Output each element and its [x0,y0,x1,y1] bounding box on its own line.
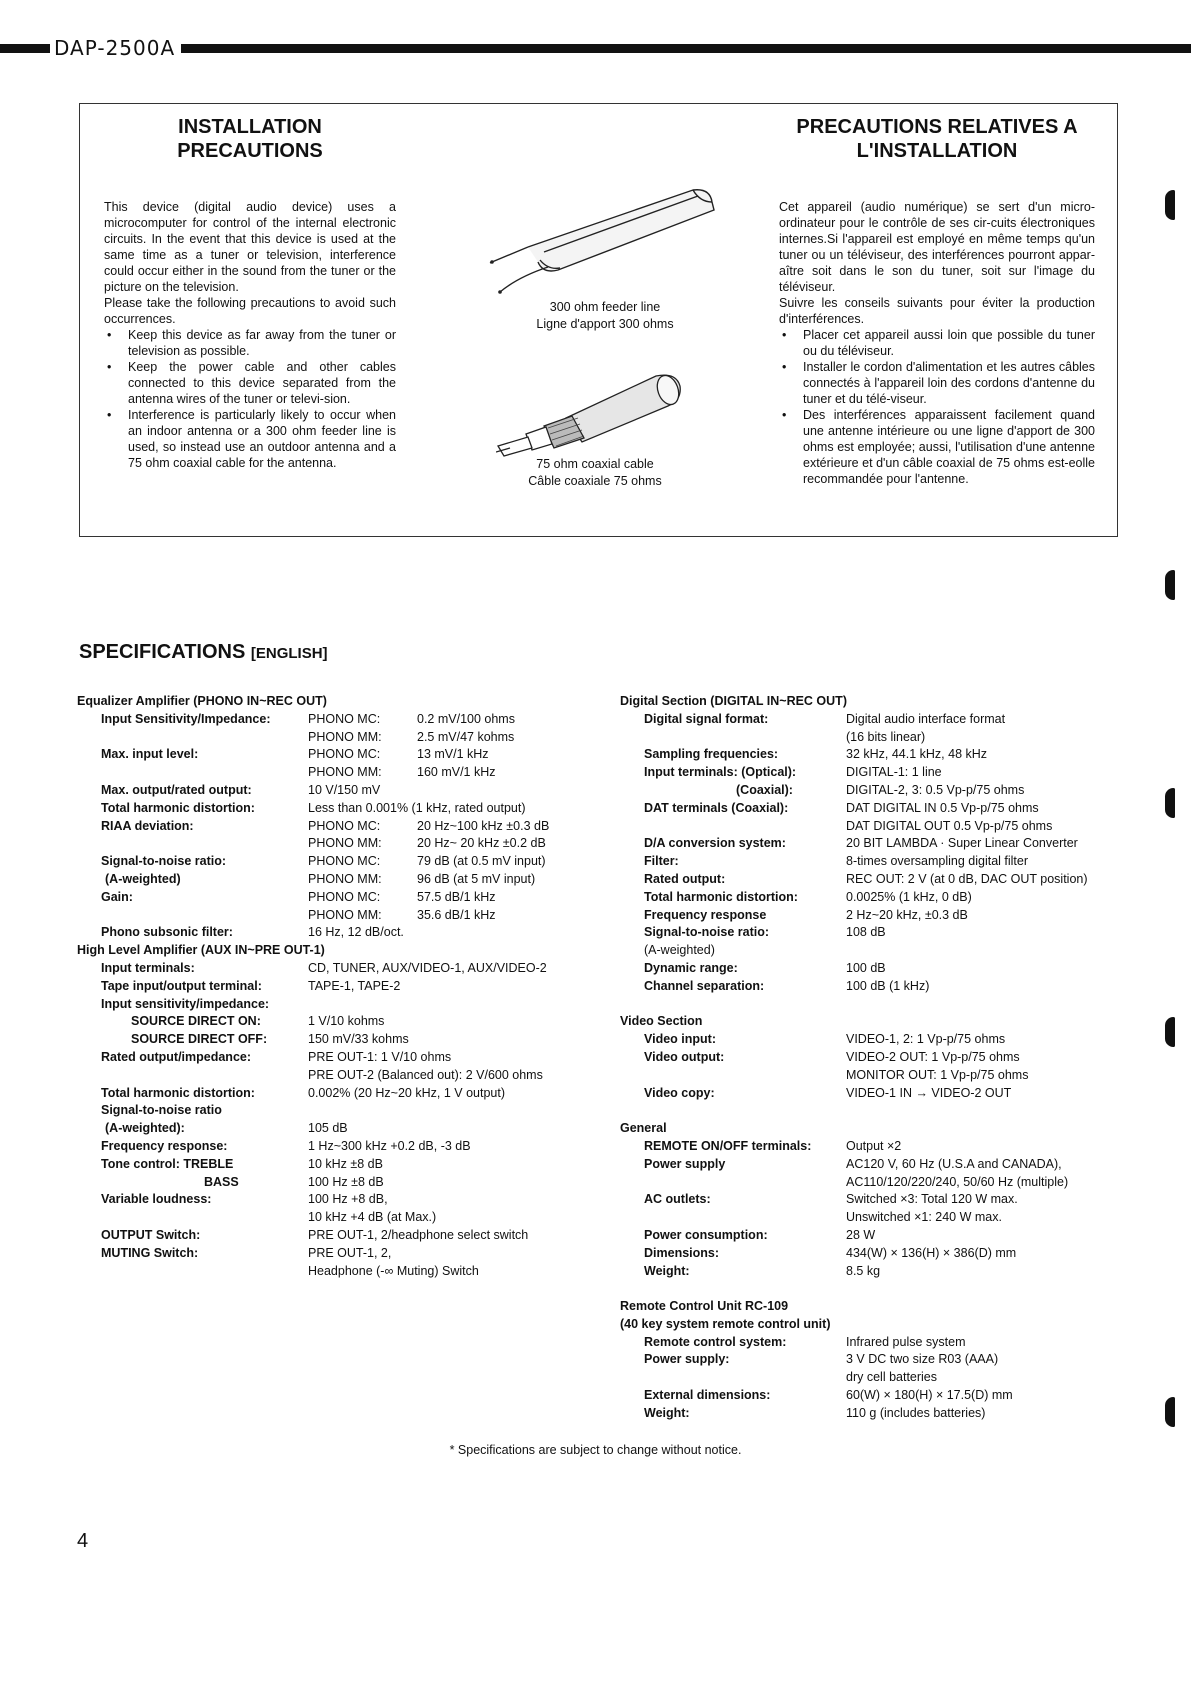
specifications-language: [ENGLISH] [250,645,328,662]
spec-label: Video input: [644,1032,716,1047]
spec-label: (A-weighted) [644,943,715,958]
spec-row [77,1156,597,1174]
installation-french [779,115,1095,487]
spec-label: Tone control: TREBLE [101,1156,234,1171]
spec-label: Max. output/rated output: [101,782,252,797]
spec-value: 3 V DC two size R03 (AAA) [846,1352,999,1367]
spec-label: MUTING Switch: [101,1245,199,1260]
spec-value: 60(W) × 180(H) × 17.5(D) mm [846,1388,1013,1403]
spec-label: Phono subsonic filter: [101,925,233,940]
spec-value: 1 V/10 kohms [308,1014,385,1029]
spec-section-title: Digital Section (DIGITAL IN~REC OUT) [620,694,847,708]
spec-row [620,1102,1165,1120]
spec-row [620,1209,1165,1227]
spec-value: Digital audio interface format [846,711,1006,726]
spec-row [620,853,1165,871]
list-item: • Keep the power cable and other cables connected to this device separated from the antenna wires of the tuner or televi-sion. [128,359,396,407]
installation-title-en [104,115,396,163]
spec-row [77,1263,597,1281]
spec-sublabel: PHONO MC: [308,747,381,762]
spec-label: Dimensions: [644,1245,720,1260]
spec-value: PRE OUT-1, 2, [308,1245,392,1260]
spec-value: dry cell batteries [846,1370,938,1385]
spec-value: TAPE-1, TAPE-2 [308,978,401,993]
spec-row [620,1067,1165,1085]
spec-value: 16 Hz, 12 dB/oct. [308,925,404,940]
spec-row [620,871,1165,889]
spec-value: DIGITAL-2, 3: 0.5 Vp-p/75 ohms [846,782,1025,797]
spec-label: Remote control system: [644,1334,787,1349]
spec-section-heading [620,1120,1165,1138]
spec-value: DAT DIGITAL OUT 0.5 Vp-p/75 ohms [846,818,1053,833]
spec-value: (16 bits linear) [846,729,926,744]
spec-value: 105 dB [308,1121,348,1136]
spec-row [77,711,597,729]
spec-value: 8.5 kg [846,1263,881,1278]
spec-value: Less than 0.001% (1 kHz, rated output) [308,800,526,815]
spec-row [620,907,1165,925]
spec-value: 150 mV/33 kohms [308,1032,409,1047]
spec-row [620,800,1165,818]
spec-value: DIGITAL-1: 1 line [846,765,942,780]
spec-row [77,1085,597,1103]
spec-label: Rated output/impedance: [101,1049,252,1064]
model-title: DAP-2500A [50,36,181,60]
spec-row [77,1209,597,1227]
spec-label: Total harmonic distortion: [644,889,798,904]
spec-value: 35.6 dB/1 kHz [417,907,496,922]
spec-label: DAT terminals (Coaxial): [644,800,789,815]
spec-label: Signal-to-noise ratio: [101,854,226,869]
spec-row [620,1031,1165,1049]
precaution-lead: Please take the following precautions to avoid such occurrences. [104,296,396,326]
specs-right-column [620,693,1165,1423]
spec-label: (Coaxial): [736,782,793,797]
spec-label: BASS [204,1174,239,1189]
spec-value: 10 kHz +4 dB (at Max.) [308,1210,437,1225]
spec-row [77,924,597,942]
list-item: • Installer le cordon d'alimentation et les autres câbles connectés à l'appareil loin des cordons d'antenne du tuner et du télé-viseur. [803,359,1095,407]
spec-label: (A-weighted) [105,871,181,886]
spec-label: OUTPUT Switch: [101,1227,201,1242]
precaution-list [779,327,1095,487]
spec-row [620,924,1165,942]
spec-row [620,729,1165,747]
spec-value: 160 mV/1 kHz [417,765,496,780]
installation-english [104,115,396,471]
spec-value: 79 dB (at 0.5 mV input) [417,854,546,869]
spec-row [620,835,1165,853]
intro-paragraph: Cet appareil (audio numérique) se sert d'un micro-ordinateur pour le contrôle de ses cir-cuits électroniques internes.Si l'appareil est employé en même temps qu'un tuner ou un téléviseur, des interférences pourront appar-aître soit dans le son du tuner, soit sur l'image du téléviseur. [779,200,1095,294]
spec-section-heading [77,942,597,960]
spec-sublabel: PHONO MM: [308,871,382,886]
spec-row [77,996,597,1014]
spec-value: AC110/120/220/240, 50/60 Hz (multiple) [846,1174,1069,1189]
spec-label: Input terminals: [101,960,195,975]
header-bar [0,36,1191,60]
spec-row [620,996,1165,1014]
spec-row [77,1191,597,1209]
title-line-2: PRECAUTIONS [177,140,323,162]
spec-section-title: (40 key system remote control unit) [620,1316,831,1331]
spec-value: 100 Hz +8 dB, [308,1192,388,1207]
spec-row [77,746,597,764]
spec-label: Input terminals: (Optical): [644,765,797,780]
spec-row [620,1049,1165,1067]
spec-row [77,818,597,836]
spec-value: 110 g (includes batteries) [846,1405,986,1420]
spec-sublabel: PHONO MC: [308,889,381,904]
spec-row [620,1405,1165,1423]
spec-row [77,764,597,782]
spec-sublabel: PHONO MM: [308,907,382,922]
spec-section-heading [620,1298,1165,1316]
title-line-1: PRECAUTIONS RELATIVES A [796,116,1078,138]
precaution-lead: Suivre les conseils suivants pour éviter la production d'interférences. [779,296,1095,326]
spec-label: Input Sensitivity/Impedance: [101,711,271,726]
coaxial-cable-illustration [496,372,686,458]
spec-sublabel: PHONO MC: [308,854,381,869]
spec-section-heading [620,693,1165,711]
precaution-list [104,327,396,471]
spec-value: 0.0025% (1 kHz, 0 dB) [846,889,972,904]
list-item: • Placer cet appareil aussi loin que possible du tuner ou du téléviseur. [803,327,1095,359]
spec-label: Frequency response [644,907,767,922]
spec-row [620,1138,1165,1156]
installation-body-en [104,199,396,471]
spec-value: 10 kHz ±8 dB [308,1156,383,1171]
spec-label: AC outlets: [644,1192,711,1207]
spec-value: 20 BIT LAMBDA · Super Linear Converter [846,836,1078,851]
spec-value: Headphone (-∞ Muting) Switch [308,1263,479,1278]
coaxial-caption [500,456,690,490]
list-item: • Des interférences apparaissent facilement quand une antenne intérieure ou une ligne d'apport de 300 ohms est employée; aussi, l'utilisation d'une antenne extérieure et d'un câble coaxial de 75 ohms est-eolle recommandée pour l'antenne. [803,407,1095,487]
specs-left-column [77,693,597,1280]
spec-value: 10 V/150 mV [308,782,381,797]
spec-label: SOURCE DIRECT OFF: [131,1032,268,1047]
spec-value: 1 Hz~300 kHz +0.2 dB, -3 dB [308,1138,471,1153]
spec-row [77,1013,597,1031]
spec-label: Signal-to-noise ratio [101,1103,222,1118]
spec-row [77,1102,597,1120]
spec-row [620,1280,1165,1298]
spec-row [77,1049,597,1067]
installation-body-fr [779,199,1095,487]
spec-sublabel: PHONO MM: [308,765,382,780]
spec-row [77,1245,597,1263]
spec-row [620,1369,1165,1387]
spec-row [620,711,1165,729]
coaxial-caption-en: 75 ohm coaxial cable [536,457,654,471]
spec-label: (A-weighted): [105,1121,185,1136]
spec-value: 96 dB (at 5 mV input) [417,871,536,886]
spec-row [77,907,597,925]
spec-row [620,1191,1165,1209]
spec-section-heading [620,1316,1165,1334]
spec-row [620,1156,1165,1174]
spec-label: Rated output: [644,871,726,886]
spec-value: 13 mV/1 kHz [417,747,489,762]
coaxial-caption-fr: Câble coaxiale 75 ohms [528,474,662,488]
header-lead-bar [0,44,50,53]
spec-label: SOURCE DIRECT ON: [131,1014,261,1029]
spec-value: 8-times oversampling digital filter [846,854,1029,869]
margin-tab-marker [1165,788,1175,818]
spec-section-title: High Level Amplifier (AUX IN~PRE OUT-1) [77,943,325,958]
spec-row [620,1387,1165,1405]
installation-title-fr [779,115,1095,163]
spec-label: Power supply: [644,1352,730,1367]
spec-label: Channel separation: [644,978,765,993]
spec-label: Tape input/output terminal: [101,978,262,993]
spec-label: Variable loudness: [101,1192,212,1207]
spec-value: 0.2 mV/100 ohms [417,711,515,726]
spec-value: DAT DIGITAL IN 0.5 Vp-p/75 ohms [846,800,1039,815]
spec-value: Infrared pulse system [846,1334,966,1349]
spec-label: Input sensitivity/impedance: [101,996,270,1011]
feeder-caption-en: 300 ohm feeder line [549,300,661,314]
spec-row [77,835,597,853]
spec-sublabel: PHONO MC: [308,818,381,833]
spec-row [77,889,597,907]
spec-row [620,1334,1165,1352]
spec-value: 57.5 dB/1 kHz [417,889,496,904]
spec-value: 0.002% (20 Hz~20 kHz, 1 V output) [308,1085,505,1100]
margin-tab-marker [1165,1017,1175,1047]
spec-row [620,978,1165,996]
spec-value: 20 Hz~ 20 kHz ±0.2 dB [417,836,546,851]
title-line-2: L'INSTALLATION [856,140,1018,162]
spec-section-title: Video Section [620,1014,703,1029]
spec-row [77,853,597,871]
feeder-caption-fr: Ligne d'apport 300 ohms [536,317,674,331]
spec-sublabel: PHONO MC: [308,711,381,726]
spec-row [620,782,1165,800]
spec-row [620,1351,1165,1369]
spec-value: 434(W) × 136(H) × 386(D) mm [846,1245,1017,1260]
spec-row [620,764,1165,782]
spec-label: Digital signal format: [644,711,769,726]
spec-row [620,960,1165,978]
spec-sublabel: PHONO MM: [308,836,382,851]
spec-value: MONITOR OUT: 1 Vp-p/75 ohms [846,1067,1029,1082]
spec-value: REC OUT: 2 V (at 0 dB, DAC OUT position) [846,871,1088,886]
spec-row [77,800,597,818]
page-number: 4 [77,1530,89,1552]
list-item: • Interference is particularly likely to occur when an indoor antenna or a 300 ohm feeder line is used, so instead use an outdoor antenna and a 75 ohm coaxial cable for the antenna. [128,407,396,471]
spec-row [77,871,597,889]
spec-row [620,746,1165,764]
spec-row [77,1174,597,1192]
spec-label: Max. input level: [101,747,199,762]
specifications-title [79,641,328,664]
spec-row [77,1227,597,1245]
spec-label: Gain: [101,889,133,904]
spec-section-title: General [620,1121,667,1136]
spec-value: CD, TUNER, AUX/VIDEO-1, AUX/VIDEO-2 [308,960,547,975]
spec-label: Total harmonic distortion: [101,1085,255,1100]
spec-row [620,889,1165,907]
spec-row [620,818,1165,836]
spec-value: 20 Hz~100 kHz ±0.3 dB [417,818,550,833]
spec-section-title: Remote Control Unit RC-109 [620,1299,789,1314]
spec-section-heading [620,1013,1165,1031]
margin-tab-marker [1165,190,1175,220]
spec-value: PRE OUT-2 (Balanced out): 2 V/600 ohms [308,1067,543,1082]
spec-value: 28 W [846,1227,876,1242]
spec-row [620,1174,1165,1192]
spec-row [620,1245,1165,1263]
spec-label: Frequency response: [101,1138,228,1153]
spec-row [620,1085,1165,1103]
spec-value: 32 kHz, 44.1 kHz, 48 kHz [846,747,988,762]
spec-label: RIAA deviation: [101,818,194,833]
spec-label: Dynamic range: [644,960,738,975]
spec-label: Power supply [644,1156,726,1171]
spec-row [77,960,597,978]
spec-label: D/A conversion system: [644,836,786,851]
spec-row [620,942,1165,960]
feeder-line-illustration [488,182,720,297]
spec-row [77,729,597,747]
spec-value: VIDEO-1 IN → VIDEO-2 OUT [846,1085,1012,1100]
spec-row [77,1067,597,1085]
spec-value: 100 dB (1 kHz) [846,978,930,993]
spec-section-heading [77,693,597,711]
spec-value: Switched ×3: Total 120 W max. [846,1192,1018,1207]
spec-label: Weight: [644,1263,690,1278]
spec-row [620,1227,1165,1245]
spec-row [77,978,597,996]
spec-value: 100 Hz ±8 dB [308,1174,384,1189]
specifications-heading: SPECIFICATIONS [79,641,246,663]
spec-value: Unswitched ×1: 240 W max. [846,1210,1002,1225]
margin-tab-marker [1165,1397,1175,1427]
spec-label: External dimensions: [644,1388,771,1403]
margin-tab-marker [1165,570,1175,600]
spec-value: VIDEO-1, 2: 1 Vp-p/75 ohms [846,1032,1006,1047]
list-item: • Keep this device as far away from the tuner or television as possible. [128,327,396,359]
spec-label: Video output: [644,1049,725,1064]
spec-row [77,782,597,800]
spec-label: Sampling frequencies: [644,747,779,762]
spec-value: Output ×2 [846,1138,902,1153]
spec-row [77,1031,597,1049]
spec-value: 2.5 mV/47 kohms [417,729,515,744]
spec-row [77,1138,597,1156]
title-line-1: INSTALLATION [178,116,322,138]
spec-label: REMOTE ON/OFF terminals: [644,1138,812,1153]
spec-label: Total harmonic distortion: [101,800,255,815]
spec-label: Filter: [644,854,679,869]
spec-value: AC120 V, 60 Hz (U.S.A and CANADA), [846,1156,1062,1171]
specifications-note: * Specifications are subject to change without notice. [449,1443,742,1457]
spec-value: 100 dB [846,960,886,975]
spec-value: PRE OUT-1, 2/headphone select switch [308,1227,529,1242]
spec-row [77,1120,597,1138]
spec-row [620,1263,1165,1281]
spec-label: Power consumption: [644,1227,768,1242]
feeder-caption [510,299,700,333]
spec-label: Weight: [644,1405,690,1420]
spec-label: Video copy: [644,1085,715,1100]
spec-label: Signal-to-noise ratio: [644,925,769,940]
spec-sublabel: PHONO MM: [308,729,382,744]
spec-section-title: Equalizer Amplifier (PHONO IN~REC OUT) [77,694,327,708]
spec-value: VIDEO-2 OUT: 1 Vp-p/75 ohms [846,1049,1020,1064]
spec-value: 2 Hz~20 kHz, ±0.3 dB [846,907,968,922]
spec-value: 108 dB [846,925,886,940]
intro-paragraph: This device (digital audio device) uses a microcomputer for control of the internal electronic circuits. In the event that this device is used at the same time as a tuner or television, interference could occur either in the sound from the tuner or the picture on the television. [104,200,396,294]
spec-value: PRE OUT-1: 1 V/10 ohms [308,1049,452,1064]
